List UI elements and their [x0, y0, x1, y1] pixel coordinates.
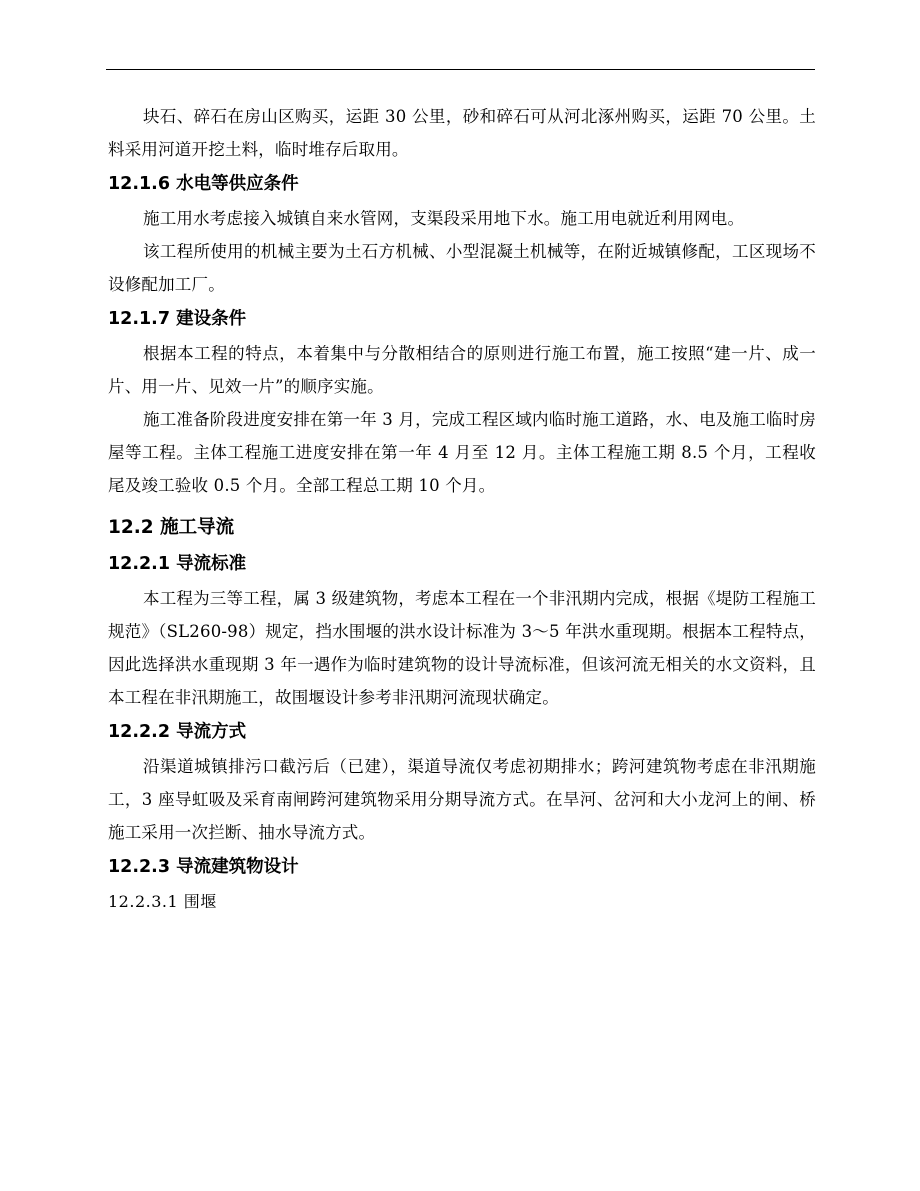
paragraph-diversion-standard: 本工程为三等工程，属 3 级建筑物，考虑本工程在一个非汛期内完成，根据《堤防工程施工规范》（SL260-98）规定，挡水围堰的洪水设计标准为 3～5 年洪水重现期。根据本工程特点，因此选择洪水重现期 3 年一遇作为临时建筑物的设计导流标准，但该河流无相关的水文资料，且本工程在非汛期施工，故围堰设计参考非汛期河流现状确定。 — [108, 589, 816, 707]
paragraph-diversion-method: 沿渠道城镇排污口截污后（已建），渠道导流仅考虑初期排水；跨河建筑物考虑在非汛期施工，3 座导虹吸及采育南闸跨河建筑物采用分期导流方式。在旱河、岔河和大小龙河上的闸、桥施工采用一次拦断、抽水导流方式。 — [108, 757, 816, 842]
paragraph-materials: 块石、碎石在房山区购买，运距 30 公里，砂和碎石可从河北涿州购买，运距 70 公里。土料采用河道开挖土料，临时堆存后取用。 — [108, 107, 816, 159]
header-rule — [106, 69, 815, 70]
heading-12-2-1: 12.2.1 导流标准 — [108, 554, 247, 574]
paragraph-schedule: 施工准备阶段进度安排在第一年 3 月，完成工程区域内临时施工道路，水、电及施工临时房屋等工程。主体工程施工进度安排在第一年 4 月至 12 月。主体工程施工期 8.5 个月，工程收尾及竣工验收 0.5 个月。全部工程总工期 10 个月。 — [108, 410, 816, 495]
heading-12-2-2: 12.2.2 导流方式 — [108, 722, 247, 742]
heading-12-1-6: 12.1.6 水电等供应条件 — [108, 174, 299, 194]
document-body — [108, 100, 816, 919]
heading-12-2-3: 12.2.3 导流建筑物设计 — [108, 857, 299, 877]
paragraph-water-power: 施工用水考虑接入城镇自来水管网，支渠段采用地下水。施工用电就近利用网电。 — [143, 209, 745, 228]
paragraph-construction-layout: 根据本工程的特点，本着集中与分散相结合的原则进行施工布置，施工按照“建一片、成一片、用一片、见效一片”的顺序实施。 — [108, 344, 816, 396]
paragraph-machinery: 该工程所使用的机械主要为土石方机械、小型混凝土机械等，在附近城镇修配，工区现场不设修配加工厂。 — [108, 242, 816, 294]
heading-12-2: 12.2 施工导流 — [108, 517, 235, 538]
heading-12-2-3-1: 12.2.3.1 围堰 — [108, 892, 217, 911]
heading-12-1-7: 12.1.7 建设条件 — [108, 309, 247, 329]
